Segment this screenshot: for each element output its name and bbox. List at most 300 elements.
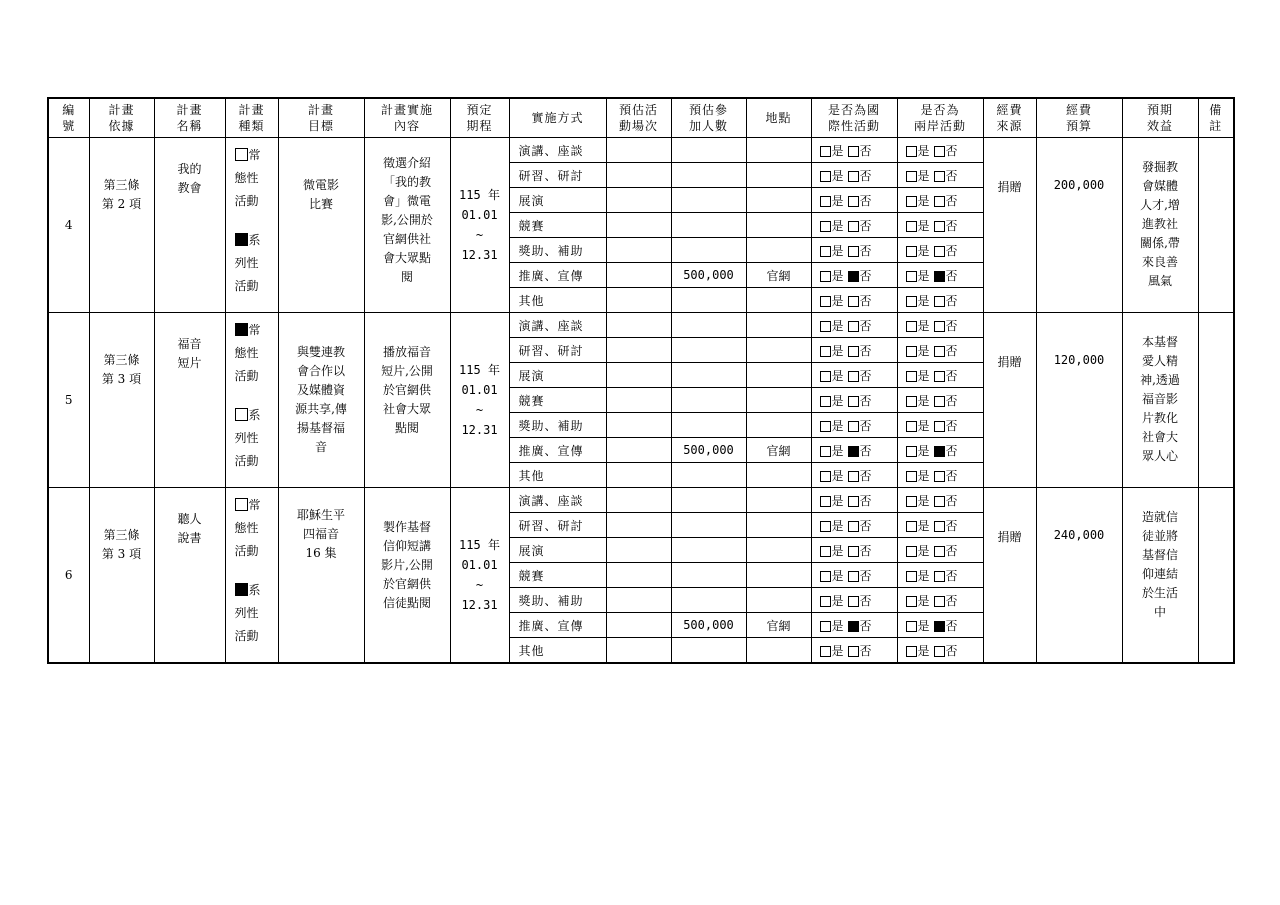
sessions-cell (606, 313, 671, 338)
yes-checkbox[interactable] (906, 196, 917, 207)
expected-benefit (1122, 313, 1198, 488)
yes-label: 是 (831, 193, 844, 208)
yes-checkbox[interactable] (906, 546, 917, 557)
text-line: ~ (475, 578, 484, 592)
yes-checkbox[interactable] (820, 196, 831, 207)
participants-cell (671, 588, 746, 613)
regular-activity-checkbox[interactable] (235, 148, 248, 161)
yes-checkbox[interactable] (820, 346, 831, 357)
location-cell: 官網 (746, 438, 811, 463)
no-checkbox[interactable] (934, 621, 945, 632)
yes-checkbox[interactable] (906, 371, 917, 382)
yes-no-cell (897, 238, 983, 263)
method-label: 展演 (509, 188, 606, 213)
location-cell (746, 388, 811, 413)
no-label: 否 (945, 143, 958, 158)
no-checkbox[interactable] (934, 221, 945, 232)
yes-checkbox[interactable] (820, 321, 831, 332)
yes-no-cell (897, 588, 983, 613)
text-line: 造就信 (1141, 510, 1178, 524)
text-line: 第 3 項 (101, 547, 142, 561)
yes-label: 是 (831, 218, 844, 233)
yes-label: 是 (917, 143, 930, 158)
yes-checkbox[interactable] (820, 546, 831, 557)
header-line: 地點 (765, 111, 792, 125)
yes-no-cell (897, 288, 983, 313)
kind-line (235, 602, 278, 625)
location-cell: 官網 (746, 263, 811, 288)
no-label: 否 (859, 293, 872, 308)
no-checkbox[interactable] (848, 496, 859, 507)
plan-schedule (450, 138, 509, 313)
yes-checkbox[interactable] (820, 646, 831, 657)
yes-checkbox[interactable] (820, 521, 831, 532)
text-line: 第三條 (103, 178, 140, 192)
kind-line (235, 275, 278, 298)
no-checkbox[interactable] (934, 596, 945, 607)
no-checkbox[interactable] (848, 396, 859, 407)
yes-checkbox[interactable] (820, 446, 831, 457)
yes-checkbox[interactable] (820, 571, 831, 582)
no-label: 否 (945, 343, 958, 358)
yes-checkbox[interactable] (820, 621, 831, 632)
location-cell (746, 338, 811, 363)
no-option (848, 569, 872, 583)
no-option (848, 494, 872, 508)
yes-no-cell (811, 338, 897, 363)
no-label: 否 (945, 168, 958, 183)
text-line: 四福音 (302, 527, 339, 541)
kind-label: 常 (248, 323, 261, 337)
no-label: 否 (859, 643, 872, 658)
yes-label: 是 (917, 543, 930, 558)
yes-no-cell (811, 388, 897, 413)
yes-no-cell (811, 613, 897, 638)
no-option (848, 469, 872, 483)
no-checkbox[interactable] (934, 346, 945, 357)
participants-cell (671, 213, 746, 238)
yes-label: 是 (917, 293, 930, 308)
no-checkbox[interactable] (848, 571, 859, 582)
no-checkbox[interactable] (848, 321, 859, 332)
no-checkbox[interactable] (848, 446, 859, 457)
sessions-cell (606, 463, 671, 488)
yes-checkbox[interactable] (906, 521, 917, 532)
text-line: 115 年 (459, 363, 500, 377)
yes-checkbox[interactable] (906, 596, 917, 607)
text-line: ~ (475, 403, 484, 417)
no-checkbox[interactable] (934, 271, 945, 282)
no-checkbox[interactable] (934, 471, 945, 482)
text-line: 影,公開於 (381, 213, 433, 227)
text-line: 社會大眾 (382, 402, 431, 416)
text-line: 福音 (177, 337, 202, 351)
yes-label: 是 (917, 318, 930, 333)
yes-checkbox[interactable] (906, 146, 917, 157)
no-option (848, 194, 872, 208)
yes-checkbox[interactable] (906, 221, 917, 232)
kind-label: 活動 (234, 629, 259, 643)
yes-no-cell (897, 638, 983, 664)
kind-gap (235, 213, 278, 229)
no-checkbox[interactable] (848, 471, 859, 482)
header-line: 期程 (466, 119, 493, 133)
text-line: 信徒點閱 (382, 596, 431, 610)
no-checkbox[interactable] (848, 196, 859, 207)
participants-cell (671, 413, 746, 438)
text-line: 16 集 (305, 546, 337, 560)
header-line: 是否為 (920, 103, 960, 117)
no-checkbox[interactable] (848, 346, 859, 357)
yes-no-cell (811, 513, 897, 538)
plan-name (154, 138, 225, 313)
plan-kind (225, 313, 278, 488)
participants-cell (671, 138, 746, 163)
yes-label: 是 (917, 618, 930, 633)
yes-label: 是 (831, 293, 844, 308)
no-label: 否 (945, 593, 958, 608)
text-line: 比賽 (308, 197, 333, 211)
method-label: 競賽 (509, 563, 606, 588)
no-label: 否 (859, 543, 872, 558)
method-label: 展演 (509, 538, 606, 563)
no-checkbox[interactable] (848, 596, 859, 607)
sessions-cell (606, 613, 671, 638)
yes-no-cell (897, 213, 983, 238)
location-cell (746, 588, 811, 613)
text-line: 中 (1153, 605, 1166, 619)
no-checkbox[interactable] (848, 521, 859, 532)
text-line: 播放福音 (382, 345, 431, 359)
participants-cell (671, 488, 746, 513)
no-option (848, 319, 872, 333)
text-line: 關係,帶 (1140, 236, 1180, 250)
header-line: 計畫 (108, 103, 135, 117)
no-label: 否 (859, 368, 872, 383)
yes-checkbox[interactable] (820, 221, 831, 232)
yes-checkbox[interactable] (906, 246, 917, 257)
header-line: 預估參 (688, 103, 728, 117)
no-label: 否 (859, 168, 872, 183)
no-label: 否 (859, 493, 872, 508)
sessions-cell (606, 563, 671, 588)
yes-checkbox[interactable] (820, 296, 831, 307)
series-activity-checkbox[interactable] (235, 408, 248, 421)
yes-checkbox[interactable] (906, 646, 917, 657)
no-option (934, 469, 958, 483)
method-label: 獎助、補助 (509, 588, 606, 613)
no-label: 否 (859, 143, 872, 158)
no-option (934, 219, 958, 233)
yes-label: 是 (831, 468, 844, 483)
participants-cell: 500,000 (671, 263, 746, 288)
yes-no-cell (897, 413, 983, 438)
method-label: 研習、研討 (509, 513, 606, 538)
text-line: 眾人心 (1141, 449, 1178, 463)
yes-no-cell (897, 363, 983, 388)
yes-label: 是 (831, 168, 844, 183)
no-label: 否 (859, 618, 872, 633)
yes-checkbox[interactable] (820, 421, 831, 432)
yes-no-cell (811, 213, 897, 238)
yes-checkbox[interactable] (820, 396, 831, 407)
plan-kind (225, 138, 278, 313)
yes-no-cell (897, 513, 983, 538)
no-checkbox[interactable] (848, 271, 859, 282)
participants-cell: 500,000 (671, 438, 746, 463)
yes-label: 是 (831, 518, 844, 533)
kind-label: 常 (248, 498, 261, 512)
yes-checkbox[interactable] (906, 346, 917, 357)
participants-cell (671, 338, 746, 363)
header-cell (48, 98, 89, 138)
table-body (48, 138, 1234, 664)
yes-label: 是 (831, 418, 844, 433)
sessions-cell (606, 538, 671, 563)
no-label: 否 (859, 218, 872, 233)
kind-gap (235, 388, 278, 404)
expected-benefit (1122, 488, 1198, 664)
yes-label: 是 (831, 143, 844, 158)
participants-cell (671, 513, 746, 538)
no-checkbox[interactable] (848, 421, 859, 432)
no-option (934, 369, 958, 383)
text-line: 短片 (177, 356, 202, 370)
header-line: 內容 (393, 119, 420, 133)
no-checkbox[interactable] (848, 371, 859, 382)
location-cell (746, 213, 811, 238)
participants-cell (671, 563, 746, 588)
yes-checkbox[interactable] (820, 271, 831, 282)
no-label: 否 (945, 218, 958, 233)
plan-goal (278, 313, 364, 488)
no-checkbox[interactable] (934, 296, 945, 307)
sessions-cell (606, 288, 671, 313)
kind-label: 系 (248, 583, 261, 597)
header-line: 經費 (1065, 103, 1092, 117)
location-cell (746, 413, 811, 438)
no-checkbox[interactable] (934, 146, 945, 157)
text-line: 點閱 (394, 421, 419, 435)
kind-line (235, 494, 278, 517)
no-option (848, 619, 872, 633)
regular-activity-checkbox[interactable] (235, 323, 248, 336)
location-cell (746, 563, 811, 588)
no-checkbox[interactable] (934, 396, 945, 407)
yes-label: 是 (917, 368, 930, 383)
plan-content (364, 313, 450, 488)
method-label: 其他 (509, 463, 606, 488)
yes-no-cell (811, 263, 897, 288)
header-line: 預期 (1146, 103, 1173, 117)
series-activity-checkbox[interactable] (235, 233, 248, 246)
yes-label: 是 (917, 168, 930, 183)
no-checkbox[interactable] (934, 321, 945, 332)
text-line: 發掘教 (1141, 160, 1178, 174)
header-line: 註 (1209, 119, 1223, 133)
participants-cell (671, 538, 746, 563)
no-option (848, 294, 872, 308)
yes-checkbox[interactable] (906, 421, 917, 432)
sessions-cell (606, 513, 671, 538)
yes-checkbox[interactable] (906, 571, 917, 582)
text-line: 音 (314, 440, 327, 454)
series-activity-checkbox[interactable] (235, 583, 248, 596)
yes-checkbox[interactable] (906, 271, 917, 282)
no-checkbox[interactable] (934, 446, 945, 457)
no-checkbox[interactable] (934, 646, 945, 657)
yes-no-cell (897, 338, 983, 363)
kind-line (235, 517, 278, 540)
yes-no-cell (897, 463, 983, 488)
text-line: 01.01 (461, 558, 498, 572)
no-option (934, 594, 958, 608)
plan-goal (278, 138, 364, 313)
no-option (934, 494, 958, 508)
no-label: 否 (945, 543, 958, 558)
yes-checkbox[interactable] (820, 471, 831, 482)
header-cell (225, 98, 278, 138)
kind-label: 列性 (234, 431, 259, 445)
text-line: 徵選介紹 (382, 156, 431, 170)
no-option (848, 219, 872, 233)
yes-checkbox[interactable] (820, 171, 831, 182)
no-checkbox[interactable] (848, 246, 859, 257)
no-checkbox[interactable] (848, 296, 859, 307)
yes-no-cell (811, 588, 897, 613)
yes-checkbox[interactable] (906, 396, 917, 407)
yes-checkbox[interactable] (820, 246, 831, 257)
sessions-cell (606, 388, 671, 413)
no-option (934, 344, 958, 358)
text-line: 短片,公開 (381, 364, 433, 378)
yes-checkbox[interactable] (906, 621, 917, 632)
yes-checkbox[interactable] (906, 171, 917, 182)
yes-no-cell (897, 538, 983, 563)
no-option (934, 319, 958, 333)
no-checkbox[interactable] (934, 421, 945, 432)
no-option (848, 269, 872, 283)
header-cell (671, 98, 746, 138)
header-cell (746, 98, 811, 138)
fund-source: 捐贈 (983, 138, 1036, 313)
plan-content (364, 488, 450, 664)
yes-checkbox[interactable] (820, 496, 831, 507)
no-checkbox[interactable] (934, 196, 945, 207)
no-checkbox[interactable] (848, 171, 859, 182)
no-checkbox[interactable] (848, 646, 859, 657)
yes-label: 是 (917, 568, 930, 583)
yes-checkbox[interactable] (906, 496, 917, 507)
remarks (1198, 138, 1234, 313)
yes-checkbox[interactable] (820, 596, 831, 607)
text-line: 教會 (177, 181, 202, 195)
header-cell (1198, 98, 1234, 138)
sessions-cell (606, 263, 671, 288)
header-line: 計畫 (176, 103, 203, 117)
text-line: 第 2 項 (101, 197, 142, 211)
text-line: 片教化 (1141, 411, 1178, 425)
header-line: 是否為國 (827, 103, 880, 117)
no-option (848, 594, 872, 608)
no-checkbox[interactable] (848, 221, 859, 232)
yes-label: 是 (917, 268, 930, 283)
yes-label: 是 (831, 393, 844, 408)
header-line: 實施方式 (531, 111, 584, 125)
no-checkbox[interactable] (934, 546, 945, 557)
remarks (1198, 488, 1234, 664)
text-line: 徒並將 (1141, 529, 1178, 543)
no-checkbox[interactable] (934, 371, 945, 382)
no-label: 否 (945, 568, 958, 583)
method-label: 演講、座談 (509, 488, 606, 513)
regular-activity-checkbox[interactable] (235, 498, 248, 511)
no-checkbox[interactable] (934, 521, 945, 532)
participants-cell (671, 238, 746, 263)
text-line: 耶穌生平 (296, 508, 345, 522)
participants-cell (671, 188, 746, 213)
text-line: 福音影 (1141, 392, 1178, 406)
no-checkbox[interactable] (848, 546, 859, 557)
text-line: 製作基督 (382, 520, 431, 534)
yes-checkbox[interactable] (906, 446, 917, 457)
yes-checkbox[interactable] (820, 146, 831, 157)
no-option (848, 544, 872, 558)
header-cell (364, 98, 450, 138)
fund-source: 捐贈 (983, 313, 1036, 488)
text-line: 01.01 (461, 208, 498, 222)
text-line: 神,透過 (1140, 373, 1180, 387)
no-checkbox[interactable] (934, 171, 945, 182)
yes-checkbox[interactable] (906, 471, 917, 482)
kind-label: 活動 (234, 279, 259, 293)
no-label: 否 (859, 343, 872, 358)
yes-no-cell (811, 363, 897, 388)
kind-label: 列性 (234, 256, 259, 270)
participants-cell (671, 163, 746, 188)
text-line: 會媒體 (1141, 179, 1178, 193)
no-checkbox[interactable] (934, 246, 945, 257)
header-line: 編 (62, 103, 76, 117)
no-checkbox[interactable] (934, 571, 945, 582)
yes-checkbox[interactable] (906, 321, 917, 332)
no-checkbox[interactable] (848, 621, 859, 632)
no-label: 否 (859, 568, 872, 583)
text-line: 會大眾點 (382, 251, 431, 265)
no-option (934, 269, 958, 283)
participants-cell (671, 363, 746, 388)
fund-source: 捐贈 (983, 488, 1036, 664)
no-checkbox[interactable] (934, 496, 945, 507)
yes-label: 是 (831, 243, 844, 258)
participants-cell (671, 313, 746, 338)
yes-checkbox[interactable] (906, 296, 917, 307)
no-option (934, 244, 958, 258)
no-label: 否 (859, 318, 872, 333)
no-option (934, 169, 958, 183)
text-line: 源共享,傳 (295, 402, 347, 416)
yes-label: 是 (917, 218, 930, 233)
yes-checkbox[interactable] (820, 371, 831, 382)
sessions-cell (606, 213, 671, 238)
kind-label: 系 (248, 233, 261, 247)
yes-no-cell (811, 138, 897, 163)
no-checkbox[interactable] (848, 146, 859, 157)
text-line: 影片,公開 (381, 558, 433, 572)
method-label: 其他 (509, 288, 606, 313)
yes-label: 是 (917, 593, 930, 608)
kind-line (235, 365, 278, 388)
